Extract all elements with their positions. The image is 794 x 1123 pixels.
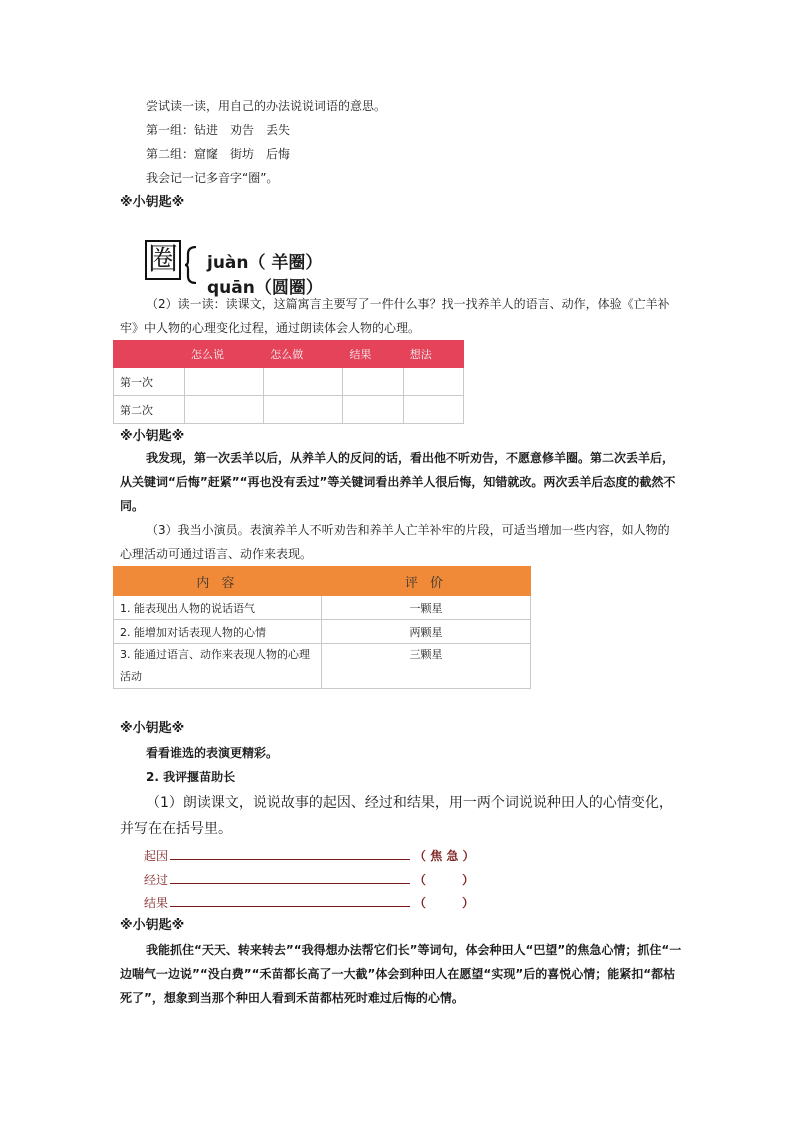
table-row bbox=[114, 596, 531, 620]
table-cell: 一颗星 bbox=[322, 596, 531, 620]
table-header-cell: 想法 bbox=[403, 341, 463, 368]
character-box bbox=[145, 240, 181, 280]
table-header-row bbox=[114, 341, 464, 368]
table-cell: 1. 能表现出人物的说话语气 bbox=[114, 596, 322, 620]
intro-line-2: 第一组：钻进 劝告 丢失 bbox=[146, 123, 291, 137]
question-2: （2）读一读：读课文，这篇寓言主要写了一件什么事？找一找养羊人的语言、动作，体验《亡羊补牢》中人物的心理变化过程，通过朗读体会人物的心理。 bbox=[120, 297, 670, 335]
table-row bbox=[114, 368, 464, 396]
table-cell[interactable] bbox=[343, 368, 403, 396]
table-row bbox=[114, 396, 464, 424]
reading-juan: juàn（ 羊圈） bbox=[207, 253, 323, 273]
table-header-row bbox=[114, 567, 531, 596]
table-header-cell: 评 价 bbox=[322, 567, 531, 596]
answer-blank[interactable] bbox=[170, 847, 410, 860]
fill-line-process bbox=[144, 871, 474, 888]
table-cell: 3. 能通过语言、动作来表现人物的心理活动 bbox=[114, 644, 322, 689]
hint-text-1: 我发现，第一次丢羊以后，从养羊人的反问的话，看出他不听劝告，不愿意修羊圈。第二次丢羊后，从关键词“后悔”赶紧”“再也没有丢过”等关键词看出养羊人很后悔，知错就改。两次丢羊后态度的截然不同。 bbox=[120, 451, 676, 513]
brace-icon bbox=[185, 246, 197, 284]
table-row bbox=[114, 644, 531, 689]
table-header-cell: 结果 bbox=[343, 341, 403, 368]
table-cell: 第一次 bbox=[114, 368, 185, 396]
table-header-cell: 怎么做 bbox=[264, 341, 343, 368]
question-3: （3）我当小演员。表演养羊人不听劝告和养羊人亡羊补牢的片段，可适当增加一些内容，如人物的心理活动可通过语言、动作来表现。 bbox=[120, 523, 670, 561]
fill-answer[interactable]: （ ） bbox=[414, 896, 475, 910]
fill-answer[interactable]: （ ） bbox=[414, 873, 475, 887]
hint-label: ※小钥匙※ bbox=[120, 195, 185, 210]
table-evaluation bbox=[113, 566, 531, 689]
table-cell[interactable] bbox=[264, 396, 343, 424]
fill-line-cause bbox=[144, 847, 475, 864]
table-header-cell: 内 容 bbox=[114, 567, 322, 596]
table-header-cell: 怎么说 bbox=[185, 341, 264, 368]
table-cell[interactable] bbox=[403, 396, 463, 424]
table-cell[interactable] bbox=[403, 368, 463, 396]
answer-blank[interactable] bbox=[170, 871, 410, 884]
fill-line-result bbox=[144, 894, 474, 911]
fill-label: 起因 bbox=[144, 849, 169, 863]
hint-text-3: 我能抓住“天天、转来转去”“我得想办法帮它们长”等词句，体会种田人“巴望”的焦急心情；抓住“一边喘气一边说”“没白费”“禾苗都长高了一大截”体会到种田人在愿望“实现”后的喜悦心情；能紧扣“都枯死了”，想象到当那个种田人看到禾苗都枯死时难过后悔的心情。 bbox=[120, 943, 682, 1005]
table-header-cell bbox=[114, 341, 185, 368]
table-cell: 三颗星 bbox=[322, 644, 531, 689]
question-1b: （1）朗读课文，说说故事的起因、经过和结果，用一两个词说说种田人的心情变化，并写在在括号里。 bbox=[120, 795, 673, 837]
fill-label: 经过 bbox=[144, 873, 169, 887]
table-cell[interactable] bbox=[343, 396, 403, 424]
table-cell[interactable] bbox=[185, 368, 264, 396]
hint-label-3: ※小钥匙※ bbox=[120, 918, 185, 933]
intro-line-1: 尝试读一读，用自己的办法说说词语的意思。 bbox=[146, 99, 387, 113]
table-cell: 两颗星 bbox=[322, 620, 531, 644]
intro-line-4: 我会记一记多音字“圈”。 bbox=[146, 171, 279, 185]
table-psychology bbox=[113, 340, 464, 424]
intro-line-3: 第二组：窟窿 街坊 后悔 bbox=[146, 147, 291, 161]
character-glyph: 圈 bbox=[148, 242, 178, 277]
fill-answer: （ 焦 急 ） bbox=[414, 849, 475, 863]
hint-text-2: 看看谁选的表演更精彩。 bbox=[146, 746, 279, 760]
table-cell: 2. 能增加对话表现人物的心情 bbox=[114, 620, 322, 644]
table-row bbox=[114, 620, 531, 644]
fill-label: 结果 bbox=[144, 896, 169, 910]
section-2-title: 2. 我评揠苗助长 bbox=[146, 770, 236, 784]
reading-quan: quān（圆圈） bbox=[207, 278, 323, 298]
table-cell[interactable] bbox=[185, 396, 264, 424]
answer-blank[interactable] bbox=[170, 894, 410, 907]
hint-label-2: ※小钥匙※ bbox=[120, 721, 185, 736]
hint-label-1: ※小钥匙※ bbox=[120, 429, 185, 444]
table-cell: 第二次 bbox=[114, 396, 185, 424]
table-cell[interactable] bbox=[264, 368, 343, 396]
